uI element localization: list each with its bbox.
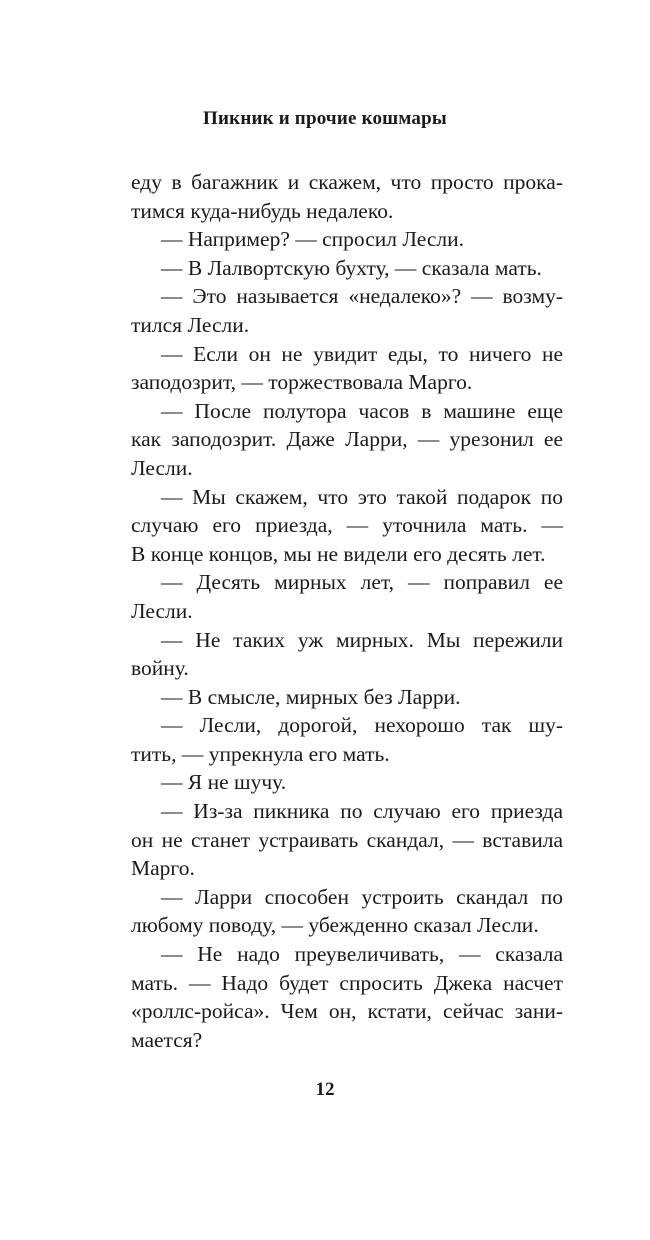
text-line: — В смысле, мирных без Ларри. xyxy=(161,684,461,709)
text-line: — В Лалвортскую бухту, — сказала мать. xyxy=(161,255,542,280)
text-line: — Мы скажем, что это такой подарок по xyxy=(161,484,563,509)
text-line: — Лесли, дорогой, нехорошо так шу- xyxy=(161,713,563,738)
text-line: В конце концов, мы не видели его десять лет. xyxy=(131,541,546,566)
text-line: Лесли. xyxy=(131,598,193,623)
text-line: — Из-за пикника по случаю его приезда xyxy=(161,799,563,824)
text-line: мать. — Надо будет спросить Джека насчет xyxy=(131,970,563,995)
page-number: 12 xyxy=(315,1079,335,1100)
text-line: — Например? — спросил Лесли. xyxy=(161,227,465,252)
running-head: Пикник и прочие кошмары xyxy=(203,108,447,129)
text-line: заподозрит, — торжествовала Марго. xyxy=(131,370,473,395)
text-line: — Это называется «недалеко»? — возму- xyxy=(161,284,563,309)
text-line: тился Лесли. xyxy=(131,312,250,337)
text-line: — Ларри способен устроить скандал по xyxy=(161,884,563,909)
text-line: он не станет устраивать скандал, — вставила xyxy=(131,827,563,852)
body-text xyxy=(131,168,563,1054)
text-line: мается? xyxy=(131,1027,203,1052)
text-line: случаю его приезда, — уточнила мать. — xyxy=(131,513,563,538)
text-line: любому поводу, — убежденно сказал Лесли. xyxy=(131,913,539,938)
text-line: Марго. xyxy=(131,856,195,881)
text-line: войну. xyxy=(131,656,189,681)
text-line: — Если он не увидит еды, то ничего не xyxy=(161,341,563,366)
text-line: — Не таких уж мирных. Мы пережили xyxy=(161,627,563,652)
text-line: — Не надо преувеличивать, — сказала xyxy=(161,942,563,967)
text-line: еду в багажник и скажем, что просто прока- xyxy=(131,170,563,194)
text-line: тить, — упрекнула его мать. xyxy=(131,741,390,766)
text-line: — После полутора часов в машине еще xyxy=(161,398,563,423)
text-line: — Десять мирных лет, — поправил ее xyxy=(161,570,563,595)
text-line: — Я не шучу. xyxy=(161,770,287,795)
text-line: Лесли. xyxy=(131,455,193,480)
text-line: как заподозрит. Даже Ларри, — урезонил ее xyxy=(131,427,563,452)
text-line: «роллс-ройса». Чем он, кстати, сейчас зани- xyxy=(131,999,563,1024)
text-line: тимся куда-нибудь недалеко. xyxy=(131,198,394,223)
